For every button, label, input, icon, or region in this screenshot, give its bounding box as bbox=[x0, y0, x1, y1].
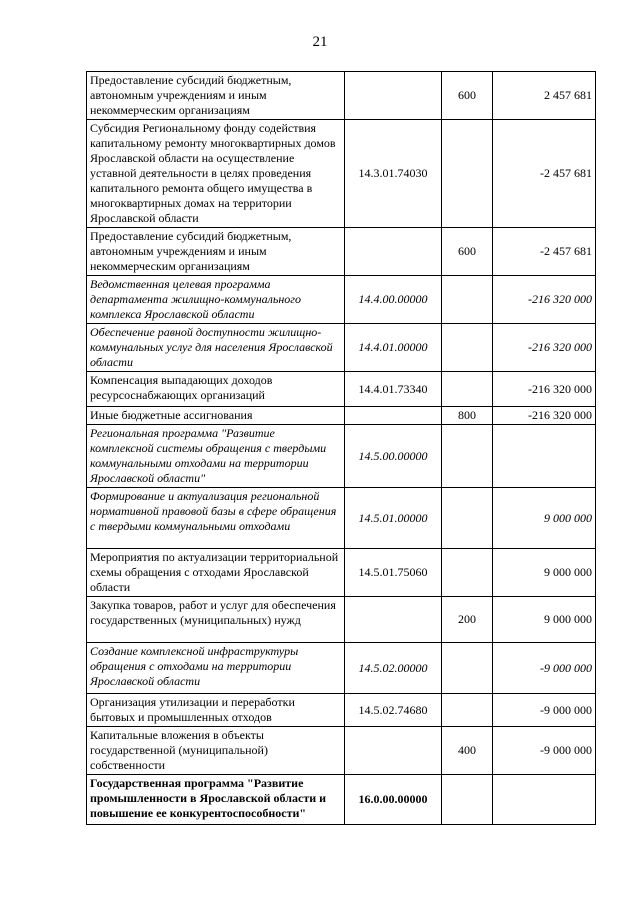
cell-amount: -9 000 000 bbox=[493, 643, 596, 694]
table-row bbox=[87, 407, 596, 425]
table-row bbox=[87, 694, 596, 727]
cell-name: Обеспечение равной доступности жилищно-коммунальных услуг для населения Ярославской области bbox=[87, 324, 345, 372]
cell-target-code bbox=[345, 72, 442, 120]
cell-target-code bbox=[345, 597, 442, 643]
cell-amount: -216 320 000 bbox=[493, 407, 596, 425]
cell-name: Субсидия Региональному фонду содействия капитальному ремонту многоквартирных домов Ярославской области на осуществление уставной деятельности в целях проведения капитального ремонта общего имущества в многоквартирных домах на территории Ярославской области bbox=[87, 120, 345, 228]
cell-expense-type bbox=[442, 324, 493, 372]
cell-expense-type: 200 bbox=[442, 597, 493, 643]
cell-amount bbox=[493, 425, 596, 488]
cell-target-code: 14.4.01.73340 bbox=[345, 372, 442, 407]
cell-name: Капитальные вложения в объекты государственной (муниципальной) собственности bbox=[87, 727, 345, 775]
page-number: 21 bbox=[312, 34, 328, 50]
cell-name: Организация утилизации и переработки бытовых и промышленных отходов bbox=[87, 694, 345, 727]
budget-table-body bbox=[87, 72, 596, 825]
cell-amount: 9 000 000 bbox=[493, 549, 596, 597]
cell-target-code: 14.4.01.00000 bbox=[345, 324, 442, 372]
cell-amount: -216 320 000 bbox=[493, 372, 596, 407]
table-row bbox=[87, 549, 596, 597]
cell-expense-type: 600 bbox=[442, 72, 493, 120]
cell-name: Ведомственная целевая программа департамента жилищно-коммунального комплекса Ярославской области bbox=[87, 276, 345, 324]
cell-target-code: 14.5.02.00000 bbox=[345, 643, 442, 694]
cell-target-code: 14.5.01.75060 bbox=[345, 549, 442, 597]
cell-expense-type bbox=[442, 120, 493, 228]
cell-expense-type bbox=[442, 694, 493, 727]
cell-name: Региональная программа "Развитие комплексной системы обращения с твердыми коммунальными отходами на территории Ярославской области" bbox=[87, 425, 345, 488]
cell-target-code bbox=[345, 228, 442, 276]
table-row bbox=[87, 276, 596, 324]
table-row bbox=[87, 597, 596, 643]
cell-expense-type bbox=[442, 425, 493, 488]
cell-target-code: 14.5.00.00000 bbox=[345, 425, 442, 488]
table-row bbox=[87, 228, 596, 276]
cell-target-code: 14.4.00.00000 bbox=[345, 276, 442, 324]
cell-name: Государственная программа "Развитие промышленности в Ярославской области и повышение ее конкурентоспособности" bbox=[87, 775, 345, 825]
cell-amount: -2 457 681 bbox=[493, 120, 596, 228]
cell-amount: 9 000 000 bbox=[493, 597, 596, 643]
cell-amount bbox=[493, 775, 596, 825]
cell-expense-type: 400 bbox=[442, 727, 493, 775]
cell-target-code: 14.3.01.74030 bbox=[345, 120, 442, 228]
cell-expense-type bbox=[442, 549, 493, 597]
cell-name: Иные бюджетные ассигнования bbox=[87, 407, 345, 425]
cell-name: Мероприятия по актуализации территориальной схемы обращения с отходами Ярославской области bbox=[87, 549, 345, 597]
cell-name: Предоставление субсидий бюджетным, автономным учреждениям и иным некоммерческим организациям bbox=[87, 228, 345, 276]
cell-amount: 9 000 000 bbox=[493, 488, 596, 549]
table-row bbox=[87, 324, 596, 372]
cell-amount: 2 457 681 bbox=[493, 72, 596, 120]
cell-expense-type: 800 bbox=[442, 407, 493, 425]
table-row bbox=[87, 727, 596, 775]
table-row bbox=[87, 775, 596, 825]
cell-amount: -9 000 000 bbox=[493, 727, 596, 775]
table-row bbox=[87, 488, 596, 549]
cell-name: Создание комплексной инфраструктуры обращения с отходами на территории Ярославской области bbox=[87, 643, 345, 694]
cell-target-code bbox=[345, 727, 442, 775]
table-row bbox=[87, 72, 596, 120]
table-row bbox=[87, 425, 596, 488]
cell-name: Предоставление субсидий бюджетным, автономным учреждениям и иным некоммерческим организациям bbox=[87, 72, 345, 120]
cell-expense-type bbox=[442, 775, 493, 825]
cell-amount: -9 000 000 bbox=[493, 694, 596, 727]
table-row bbox=[87, 643, 596, 694]
cell-expense-type bbox=[442, 276, 493, 324]
cell-amount: -216 320 000 bbox=[493, 276, 596, 324]
cell-target-code: 14.5.02.74680 bbox=[345, 694, 442, 727]
cell-name: Закупка товаров, работ и услуг для обеспечения государственных (муниципальных) нужд bbox=[87, 597, 345, 643]
cell-expense-type bbox=[442, 643, 493, 694]
cell-target-code: 16.0.00.00000 bbox=[345, 775, 442, 825]
cell-expense-type: 600 bbox=[442, 228, 493, 276]
cell-target-code: 14.5.01.00000 bbox=[345, 488, 442, 549]
table-row bbox=[87, 120, 596, 228]
cell-amount: -2 457 681 bbox=[493, 228, 596, 276]
cell-amount: -216 320 000 bbox=[493, 324, 596, 372]
table-row bbox=[87, 372, 596, 407]
cell-expense-type bbox=[442, 488, 493, 549]
budget-table bbox=[86, 71, 596, 825]
cell-name: Формирование и актуализация региональной нормативной правовой базы в сфере обращения с твердыми коммунальными отходами bbox=[87, 488, 345, 549]
cell-expense-type bbox=[442, 372, 493, 407]
cell-target-code bbox=[345, 407, 442, 425]
cell-name: Компенсация выпадающих доходов ресурсоснабжающих организаций bbox=[87, 372, 345, 407]
